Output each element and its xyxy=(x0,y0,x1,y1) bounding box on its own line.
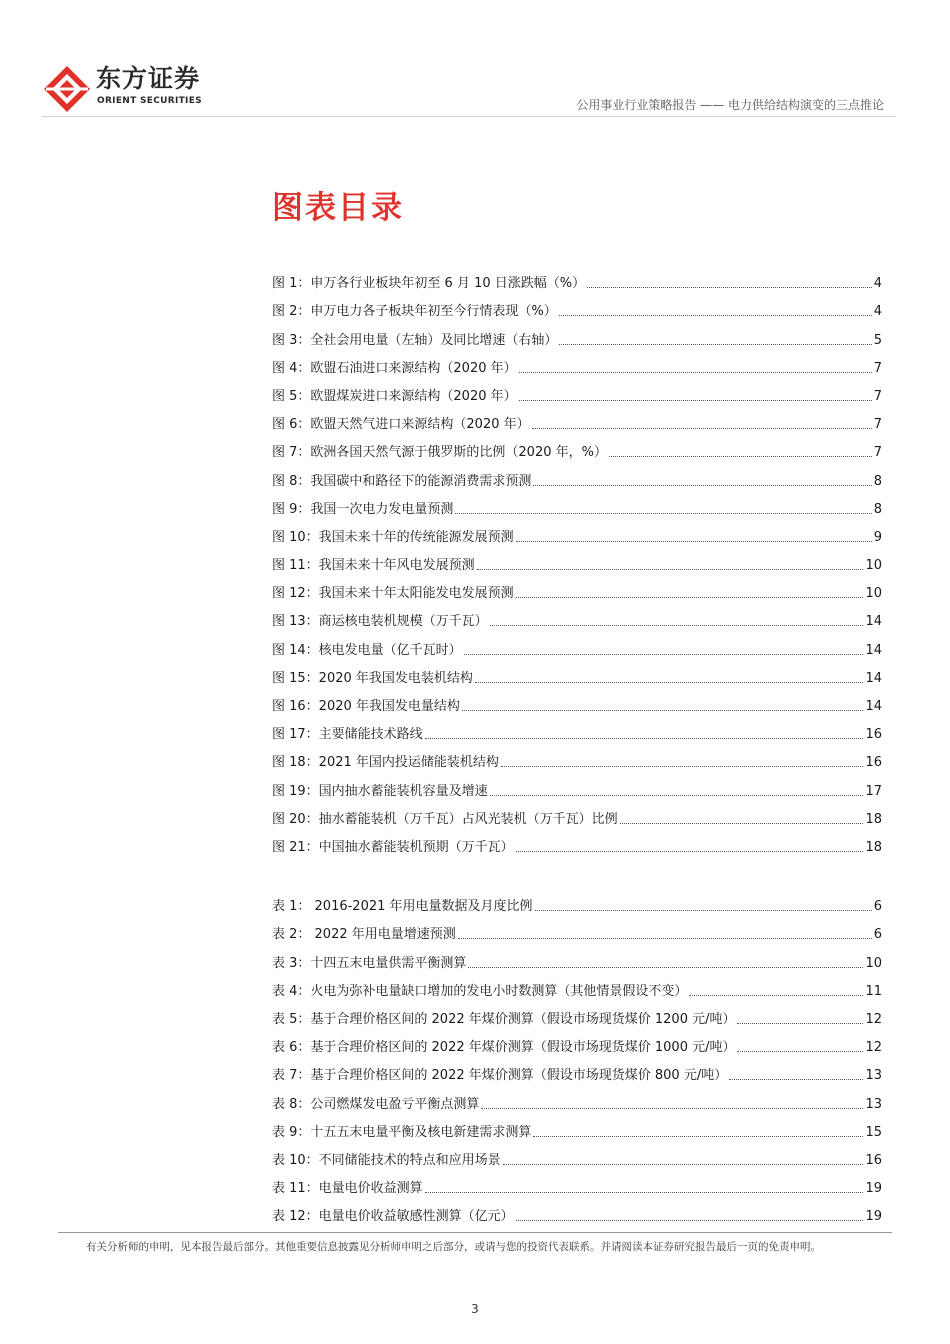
footer-disclaimer: 有关分析师的申明，见本报告最后部分。其他重要信息披露见分析师申明之后部分，或请与您的投资代表联系。并请阅读本证券研究报告最后一页的免责申明。 xyxy=(86,1241,821,1253)
table-toc-entry[interactable] xyxy=(272,1141,882,1169)
toc-entry-page: 14 xyxy=(865,670,882,686)
dot-leader xyxy=(425,1192,864,1193)
brand-name-en: ORIENT SECURITIES xyxy=(97,96,202,106)
figure-toc-entry[interactable] xyxy=(272,800,882,828)
toc-entry-page: 16 xyxy=(865,727,882,743)
figure-toc-entry[interactable] xyxy=(272,602,882,630)
toc-entry-page: 10 xyxy=(865,558,882,574)
dot-leader xyxy=(689,995,863,996)
toc-entry-label: 图 2：申万电力各子板块年初至今行情表现（%） xyxy=(272,304,557,320)
toc-entry-label: 表 6：基于合理价格区间的 2022 年煤价测算（假设市场现货煤价 1000 元/吨） xyxy=(272,1040,736,1056)
toc-entry-label: 表 10：不同储能技术的特点和应用场景 xyxy=(272,1152,501,1168)
table-toc-entry[interactable] xyxy=(272,1113,882,1141)
dot-leader xyxy=(455,513,871,514)
dot-leader xyxy=(519,400,872,401)
toc-entry-page: 13 xyxy=(865,1096,882,1112)
toc-entry-label: 图 1：申万各行业板块年初至 6 月 10 日涨跌幅（%） xyxy=(272,276,586,292)
dot-leader xyxy=(490,625,864,626)
orient-logo-icon xyxy=(42,64,92,114)
toc-entry-page: 12 xyxy=(865,1040,882,1056)
dot-leader xyxy=(535,910,872,911)
page-number: 3 xyxy=(471,1302,479,1316)
figure-toc-entry[interactable] xyxy=(272,433,882,461)
toc-entry-label: 图 4：欧盟石油进口来源结构（2020 年） xyxy=(272,360,517,376)
toc-entry-page: 5 xyxy=(873,332,882,348)
table-toc-entry[interactable] xyxy=(272,887,882,915)
toc-entry-label: 图 8：我国碳中和路径下的能源消费需求预测 xyxy=(272,473,532,489)
toc-entry-page: 10 xyxy=(865,586,882,602)
report-title: 公用事业行业策略报告 —— 电力供给结构演变的三点推论 xyxy=(576,98,884,112)
toc-entry-label: 图 3：全社会用电量（左轴）及同比增速（右轴） xyxy=(272,332,558,348)
toc-entry-label: 表 4：火电为弥补电量缺口增加的发电小时数测算（其他情景假设不变） xyxy=(272,983,688,999)
toc-entry-page: 19 xyxy=(865,1209,882,1225)
figure-toc-entry[interactable] xyxy=(272,377,882,405)
toc-entry-label: 表 7：基于合理价格区间的 2022 年煤价测算（假设市场现货煤价 800 元/吨） xyxy=(272,1068,728,1084)
dot-leader xyxy=(503,1164,864,1165)
dot-leader xyxy=(464,654,864,655)
toc-entry-page: 8 xyxy=(873,473,882,489)
toc-entry-page: 7 xyxy=(873,445,882,461)
toc-entry-page: 17 xyxy=(865,783,882,799)
figure-toc-entry[interactable] xyxy=(272,320,882,348)
toc-entry-page: 7 xyxy=(873,388,882,404)
toc-entry-page: 14 xyxy=(865,642,882,658)
toc-entry-page: 9 xyxy=(873,529,882,545)
dot-leader xyxy=(481,1108,863,1109)
toc-entry-page: 13 xyxy=(865,1068,882,1084)
toc-entry-label: 图 5：欧盟煤炭进口来源结构（2020 年） xyxy=(272,388,517,404)
toc-entry-page: 12 xyxy=(865,1011,882,1027)
toc-entry-label: 图 21：中国抽水蓄能装机预期（万千瓦） xyxy=(272,839,514,855)
dot-leader xyxy=(468,967,863,968)
dot-leader xyxy=(501,766,864,767)
toc-entry-page: 6 xyxy=(873,927,882,943)
figure-toc-entry[interactable] xyxy=(272,461,882,489)
toc-entry-page: 4 xyxy=(873,276,882,292)
figure-toc-entry[interactable] xyxy=(272,349,882,377)
figure-toc-entry[interactable] xyxy=(272,715,882,743)
figure-toc-entry[interactable] xyxy=(272,264,882,292)
toc-entry-label: 图 12：我国未来十年太阳能发电发展预测 xyxy=(272,586,514,602)
footer-divider xyxy=(58,1232,892,1233)
toc-entry-label: 图 6：欧盟天然气进口来源结构（2020 年） xyxy=(272,417,530,433)
toc-entry-label: 表 9：十五五末电量平衡及核电新建需求测算 xyxy=(272,1124,532,1140)
toc-entry-page: 18 xyxy=(865,839,882,855)
dot-leader xyxy=(559,344,871,345)
toc-entry-page: 4 xyxy=(873,304,882,320)
dot-leader xyxy=(533,485,871,486)
figure-toc-entry[interactable] xyxy=(272,490,882,518)
table-toc-entry[interactable] xyxy=(272,1028,882,1056)
toc-entry-page: 7 xyxy=(873,417,882,433)
table-toc-entry[interactable] xyxy=(272,972,882,1000)
dot-leader xyxy=(475,682,864,683)
dot-leader xyxy=(729,1079,863,1080)
figure-toc-entry[interactable] xyxy=(272,659,882,687)
dot-leader xyxy=(516,1220,864,1221)
figure-toc-entry[interactable] xyxy=(272,574,882,602)
page-title: 图表目录 xyxy=(272,190,404,226)
toc-entry-label: 图 17：主要储能技术路线 xyxy=(272,727,423,743)
dot-leader xyxy=(490,795,864,796)
toc-entry-label: 表 2： 2022 年用电量增速预测 xyxy=(272,927,456,943)
toc-entry-label: 图 7：欧洲各国天然气源于俄罗斯的比例（2020 年，%） xyxy=(272,445,607,461)
table-toc-entry[interactable] xyxy=(272,1197,882,1225)
toc-entry-label: 图 16：2020 年我国发电量结构 xyxy=(272,699,460,714)
toc-entry-label: 表 1： 2016-2021 年用电量数据及月度比例 xyxy=(272,899,533,915)
figure-toc-entry[interactable] xyxy=(272,405,882,433)
dot-leader xyxy=(559,315,872,316)
toc-entry-page: 16 xyxy=(865,1152,882,1168)
toc-entry-page: 8 xyxy=(873,501,882,517)
dot-leader xyxy=(587,287,872,288)
toc-entry-label: 图 15：2020 年我国发电装机结构 xyxy=(272,670,473,686)
dot-leader xyxy=(516,541,872,542)
figure-toc-entry[interactable] xyxy=(272,771,882,799)
toc-entry-page: 14 xyxy=(865,614,882,630)
dot-leader xyxy=(519,372,872,373)
brand-name-cn: 东方证券 xyxy=(96,64,201,93)
table-toc-entry[interactable] xyxy=(272,915,882,943)
dot-leader xyxy=(533,1136,863,1137)
figure-toc-entry[interactable] xyxy=(272,630,882,658)
toc-entry-label: 表 12：电量电价收益敏感性测算（亿元） xyxy=(272,1209,514,1225)
toc-entry-label: 表 8：公司燃煤发电盈亏平衡点测算 xyxy=(272,1096,480,1112)
dot-leader xyxy=(477,569,864,570)
dot-leader xyxy=(737,1023,863,1024)
toc-entry-label: 图 10：我国未来十年的传统能源发展预测 xyxy=(272,529,514,545)
dot-leader xyxy=(532,428,872,429)
toc-entry-label: 表 3：十四五末电量供需平衡测算 xyxy=(272,955,467,971)
table-toc-entry[interactable] xyxy=(272,1056,882,1084)
toc-entry-page: 6 xyxy=(873,899,882,915)
toc-entry-label: 表 11：电量电价收益测算 xyxy=(272,1181,423,1197)
dot-leader xyxy=(462,710,864,711)
toc-entry-label: 图 9：我国一次电力发电量预测 xyxy=(272,501,454,517)
toc-entry-label: 表 5：基于合理价格区间的 2022 年煤价测算（假设市场现货煤价 1200 元/吨） xyxy=(272,1011,736,1027)
table-toc-entry[interactable] xyxy=(272,1000,882,1028)
figure-toc-entry[interactable] xyxy=(272,518,882,546)
header-divider xyxy=(42,116,896,117)
toc-entry-label: 图 13：商运核电装机规模（万千瓦） xyxy=(272,614,488,630)
toc-entry-label: 图 20：抽水蓄能装机（万千瓦）占风光装机（万千瓦）比例 xyxy=(272,811,618,827)
dot-leader xyxy=(516,851,864,852)
toc-entry-page: 11 xyxy=(865,983,882,999)
toc-entry-page: 10 xyxy=(865,955,882,971)
toc-entry-label: 图 18：2021 年国内投运储能装机结构 xyxy=(272,755,499,771)
dot-leader xyxy=(609,456,872,457)
toc-entry-page: 15 xyxy=(865,1124,882,1140)
figure-list xyxy=(272,264,882,856)
toc-entry-page: 19 xyxy=(865,1181,882,1197)
dot-leader xyxy=(620,823,864,824)
figure-toc-entry[interactable] xyxy=(272,687,882,715)
toc-entry-page: 14 xyxy=(865,699,882,714)
figure-toc-entry[interactable] xyxy=(272,828,882,856)
dot-leader xyxy=(737,1051,863,1052)
table-toc-entry[interactable] xyxy=(272,1169,882,1197)
table-toc-entry[interactable] xyxy=(272,943,882,971)
figure-toc-entry[interactable] xyxy=(272,292,882,320)
figure-toc-entry[interactable] xyxy=(272,546,882,574)
toc-entry-label: 图 19：国内抽水蓄能装机容量及增速 xyxy=(272,783,488,799)
table-toc-entry[interactable] xyxy=(272,1084,882,1112)
figure-toc-entry[interactable] xyxy=(272,743,882,771)
toc-entry-label: 图 11：我国未来十年风电发展预测 xyxy=(272,558,475,574)
dot-leader xyxy=(425,738,864,739)
toc-entry-page: 7 xyxy=(873,360,882,376)
toc-entry-page: 18 xyxy=(865,811,882,827)
dot-leader xyxy=(516,597,864,598)
dot-leader xyxy=(458,938,872,939)
toc-entry-label: 图 14：核电发电量（亿千瓦时） xyxy=(272,642,462,658)
table-list xyxy=(272,887,882,1225)
toc-entry-page: 16 xyxy=(865,755,882,771)
